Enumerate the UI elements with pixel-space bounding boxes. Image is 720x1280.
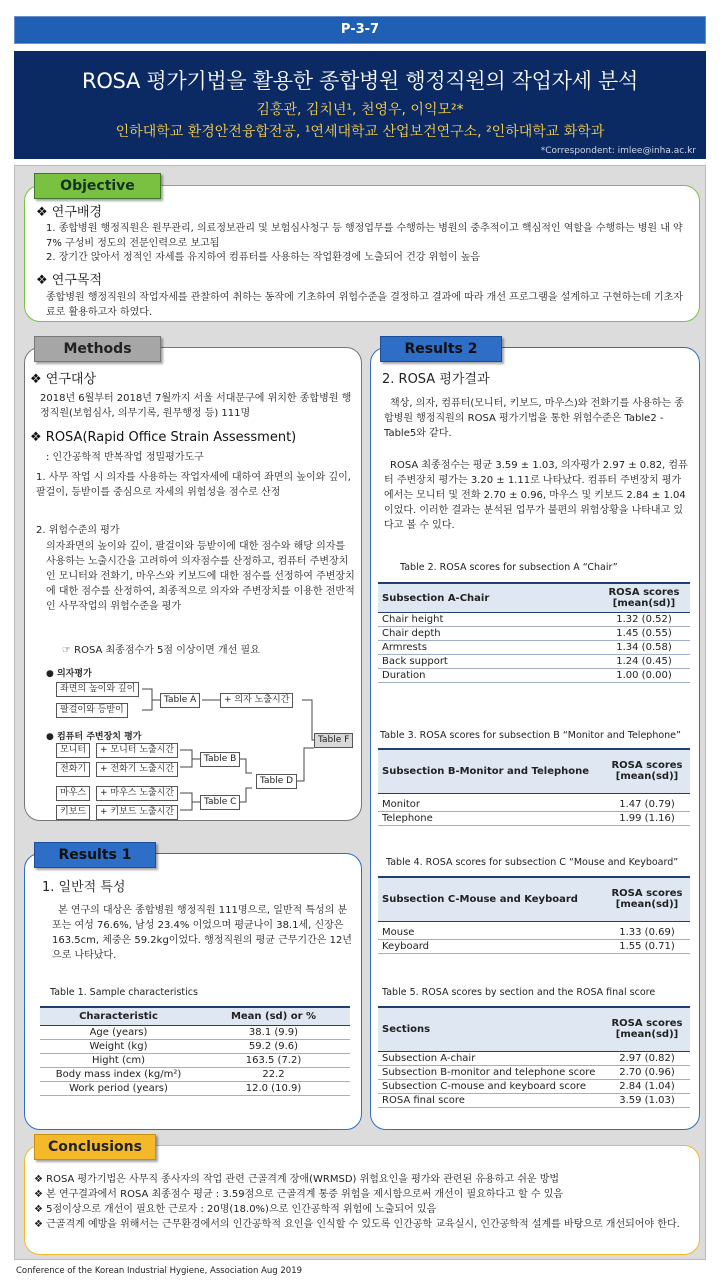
table-row (40, 1026, 350, 1040)
background-item-1: 1. 종합병원 행정직원은 원무관리, 의료정보관리 및 보험심사청구 등 행정업무를 수행하는 병원의 중추적이고 핵심적인 역할을 수행하는 병원 내 약 7% 구성비 정도의 전문인력으로 보고됨 (46, 223, 683, 249)
table4-caption: Table 4. ROSA scores for subsection C “Mouse and Keyboard” (386, 857, 679, 868)
subject-text: 2018년 6월부터 2018년 7월까지 서울 서대문구에 위치한 종합병원 행정직원(보험심사, 의무기록, 원무행정 등) 111명 (40, 393, 352, 419)
table4-col-scores: ROSA scores [mean(sd)] (604, 877, 690, 921)
rosa-title: ❖ ROSA(Rapid Office Strain Assessment) (30, 430, 297, 445)
methods-heading: Methods (34, 336, 161, 362)
table2-cell: Chair height (378, 613, 598, 627)
background-title: ❖ 연구배경 (36, 205, 103, 220)
subject-title: ❖ 연구대상 (30, 372, 97, 387)
table5-col-scores: ROSA scores [mean(sd)] (604, 1007, 690, 1051)
table2-cell: 1.00 (0.00) (598, 669, 690, 683)
phone-box: 전화기 (56, 762, 90, 777)
conclusions-heading: Conclusions (34, 1134, 156, 1160)
table5-cell: Subsection C-mouse and keyboard score (378, 1079, 604, 1093)
authors: 김홍관, 김치년¹, 천영우, 이익모²* (256, 102, 464, 118)
method-item-2-title: 2. 위험수준의 평가 (36, 525, 120, 536)
table-row (378, 613, 690, 627)
purpose-title: ❖ 연구목적 (36, 273, 103, 288)
table1-caption: Table 1. Sample characteristics (50, 987, 198, 998)
rosa-subtitle: : 인간공학적 반복작업 정밀평가도구 (46, 452, 204, 463)
table-row (378, 655, 690, 669)
table-row (378, 1093, 690, 1107)
results2-heading: Results 2 (380, 336, 502, 362)
table1-cell: Hight (cm) (40, 1054, 197, 1068)
method-item-1: 1. 사무 작업 시 의자를 사용하는 작업자세에 대하여 좌면의 높이와 깊이, 팔걸이, 등받이를 중심으로 자세의 위험성을 점수로 산정 (36, 472, 351, 498)
method-item-2-text: 의자좌면의 높이와 깊이, 팔걸이와 등받이에 대한 점수와 해당 의자를 사용하는 노출시간을 고려하여 의자점수를 산정하고, 컴퓨터 주변장치인 모니터와 전화기, 마우스와 키보드에 대한 점수를 선정하여 주변장치에 대한 점수를 산정하여, 최종적으로 의자와 주변장치를 이용한 전반적인 사무작업의 위험수준을 평가 (46, 541, 355, 612)
table-row (378, 1051, 690, 1065)
table5 (378, 1006, 690, 1108)
keyboard-time-box: + 키보드 노출시간 (96, 805, 178, 820)
keyboard-box: 키보드 (56, 805, 90, 820)
table-row (378, 939, 690, 953)
chair-time-box: + 의자 노출시간 (220, 693, 293, 708)
conclusion-item-1: ❖ ROSA 평가기법은 사무직 종사자의 작업 관련 근골격계 장애(WRMSD) 위험요인을 평가와 관련된 유용하고 쉬운 방법 (34, 1174, 560, 1185)
table4-col-subsection: Subsection C-Mouse and Keyboard (378, 877, 604, 921)
method-note: ☞ ROSA 최종점수가 5점 이상이면 개선 필요 (62, 645, 260, 656)
table5-cell: 2.70 (0.96) (604, 1065, 690, 1079)
mouse-box: 마우스 (56, 786, 90, 801)
phone-time-box: + 전화기 노출시간 (96, 762, 178, 777)
table2-cell: 1.34 (0.58) (598, 641, 690, 655)
table2-col-scores: ROSA scores [mean(sd)] (598, 583, 690, 613)
table3-cell: Telephone (378, 811, 604, 825)
table1-cell: 12.0 (10.9) (197, 1082, 350, 1096)
table-row (378, 793, 690, 811)
table4-cell: Keyboard (378, 939, 604, 953)
poster-code: P-3-7 (340, 22, 380, 37)
mouse-time-box: + 마우스 노출시간 (96, 786, 178, 801)
table2-caption: Table 2. ROSA scores for subsection A “Chair” (400, 562, 618, 573)
table4-cell: Mouse (378, 921, 604, 939)
table-d-box: Table D (256, 774, 297, 789)
table2-cell: Armrests (378, 641, 598, 655)
table5-cell: 2.84 (1.04) (604, 1079, 690, 1093)
affiliations: 인하대학교 환경안전융합전공, ¹연세대학교 산업보건연구소, ²인하대학교 화학과 (115, 124, 605, 140)
table2-col-subsection: Subsection A-Chair (378, 583, 598, 613)
table1-cell: Age (years) (40, 1026, 197, 1040)
table-row (378, 641, 690, 655)
table-row (40, 1054, 350, 1068)
table1-cell: 59.2 (9.6) (197, 1040, 350, 1054)
table-row (40, 1082, 350, 1096)
table4 (378, 876, 690, 954)
table-row (40, 1040, 350, 1054)
results2-text-1: 책상, 의자, 컴퓨터(모니터, 키보드, 마우스)와 전화기를 사용하는 종합병원 행정직원의 ROSA 평가기법을 통한 위험수준은 Table2 - Table5와 같다. (384, 398, 684, 439)
table3-cell: 1.99 (1.16) (604, 811, 690, 825)
table5-cell: 3.59 (1.03) (604, 1093, 690, 1107)
table1-cell: 38.1 (9.9) (197, 1026, 350, 1040)
table2-cell: Duration (378, 669, 598, 683)
table5-caption: Table 5. ROSA scores by section and the ROSA final score (382, 987, 656, 998)
table5-cell: Subsection A-chair (378, 1051, 604, 1065)
results1-title: 1. 일반적 특성 (42, 880, 126, 895)
purpose-text: 종합병원 행정직원의 작업자세를 관찰하여 취하는 동작에 기초하여 위험수준을 결정하고 결과에 따라 개선 프로그램을 설계하고 구현하는데 기초자료로 활용하고자 하였다. (46, 292, 683, 318)
table-c-box: Table C (200, 795, 240, 810)
table4-cell: 1.33 (0.69) (604, 921, 690, 939)
table-row (378, 1079, 690, 1093)
results2-title: 2. ROSA 평가결과 (382, 372, 490, 387)
table3-col-scores: ROSA scores [mean(sd)] (604, 749, 690, 793)
table3 (378, 748, 690, 826)
table1-cell: Work period (years) (40, 1082, 197, 1096)
table-row (378, 1065, 690, 1079)
table1-col-mean: Mean (sd) or % (197, 1007, 350, 1026)
monitor-box: 모니터 (56, 743, 90, 758)
background-item-2: 2. 장기간 앉아서 정적인 자세를 유지하여 컴퓨터를 사용하는 작업환경에 노출되어 건강 위험이 높음 (46, 252, 481, 263)
conclusion-item-2: ❖ 본 연구결과에서 ROSA 최종점수 평균 : 3.59점으로 근골격계 통증 위험을 제시함으로써 개선이 필요하다고 할 수 있음 (34, 1189, 564, 1200)
table5-cell: 2.97 (0.82) (604, 1051, 690, 1065)
table2-cell: Chair depth (378, 627, 598, 641)
table1-col-characteristic: Characteristic (40, 1007, 197, 1026)
table2-cell: 1.45 (0.55) (598, 627, 690, 641)
table2-cell: 1.32 (0.52) (598, 613, 690, 627)
results2-text-2: ROSA 최종점수는 평균 3.59 ± 1.03, 의자평가 2.97 ± 0.82, 컴퓨터 주변장치 평가는 3.20 ± 1.11로 나타났다. 컴퓨터 주변장치 평가에서는 모니터 및 전화 2.70 ± 0.96, 마우스 및 키보드 2.84 ± 1.04이었다. 이러한 결과는 분석된 업무가 불편의 위험상황을 나타내고 있다고 볼 수 있다. (384, 460, 688, 531)
results1-heading: Results 1 (34, 842, 156, 868)
table-row (378, 627, 690, 641)
table-b-box: Table B (200, 752, 240, 767)
results1-text: 본 연구의 대상은 종합병원 행정직원 111명으로, 일반적 특성의 분포는 여성 76.6%, 남성 23.4% 이었으며 평균나이 38.1세, 신장은 163.5cm, 체중은 59.2kg이었다. 행정직원의 평균 근무기간은 12년으로 나타났다. (52, 905, 352, 961)
conclusion-item-4: ❖ 근골격계 예방을 위해서는 근무환경에서의 인간공학적 요인을 인식할 수 있도록 인간공학 교육실시, 인간공학적 설계를 바탕으로 개선되어야 한다. (34, 1219, 680, 1230)
table-f-box: Table F (314, 733, 353, 748)
table-a-box: Table A (160, 693, 200, 708)
table1-cell: 163.5 (7.2) (197, 1054, 350, 1068)
table5-cell: Subsection B-monitor and telephone score (378, 1065, 604, 1079)
armrest-box: 팔걸이와 등받이 (56, 703, 128, 718)
table-row (40, 1068, 350, 1082)
poster-title: ROSA 평가기법을 활용한 종합병원 행정직원의 작업자세 분석 (82, 69, 638, 93)
table-row (378, 921, 690, 939)
table2-cell: Back support (378, 655, 598, 669)
table2-cell: 1.24 (0.45) (598, 655, 690, 669)
table3-caption: Table 3. ROSA scores for subsection B “Monitor and Telephone” (380, 730, 681, 741)
table1 (40, 1006, 350, 1096)
table1-cell: 22.2 (197, 1068, 350, 1082)
table5-cell: ROSA final score (378, 1093, 604, 1107)
table3-col-subsection: Subsection B-Monitor and Telephone (378, 749, 604, 793)
seat-box: 좌면의 높이와 깊이 (56, 682, 139, 697)
table1-cell: Weight (kg) (40, 1040, 197, 1054)
conclusion-item-3: ❖ 5점이상으로 개선이 필요한 근로자 : 20명(18.0%)으로 인간공학적 위험에 노출되어 있음 (34, 1204, 437, 1215)
chair-eval-label: ● 의자평가 (46, 669, 92, 679)
objective-heading: Objective (34, 173, 161, 199)
table-row (378, 811, 690, 825)
table5-col-sections: Sections (378, 1007, 604, 1051)
correspondent: *Correspondent: imlee@inha.ac.kr (540, 146, 696, 156)
table3-cell: 1.47 (0.79) (604, 793, 690, 811)
table2 (378, 582, 690, 683)
footer-text: Conference of the Korean Industrial Hygiene, Association Aug 2019 (16, 1266, 303, 1276)
periph-eval-label: ● 컴퓨터 주변장치 평가 (46, 732, 142, 742)
table3-cell: Monitor (378, 793, 604, 811)
monitor-time-box: + 모니터 노출시간 (96, 743, 178, 758)
table4-cell: 1.55 (0.71) (604, 939, 690, 953)
table1-cell: Body mass index (kg/m²) (40, 1068, 197, 1082)
table-row (378, 669, 690, 683)
